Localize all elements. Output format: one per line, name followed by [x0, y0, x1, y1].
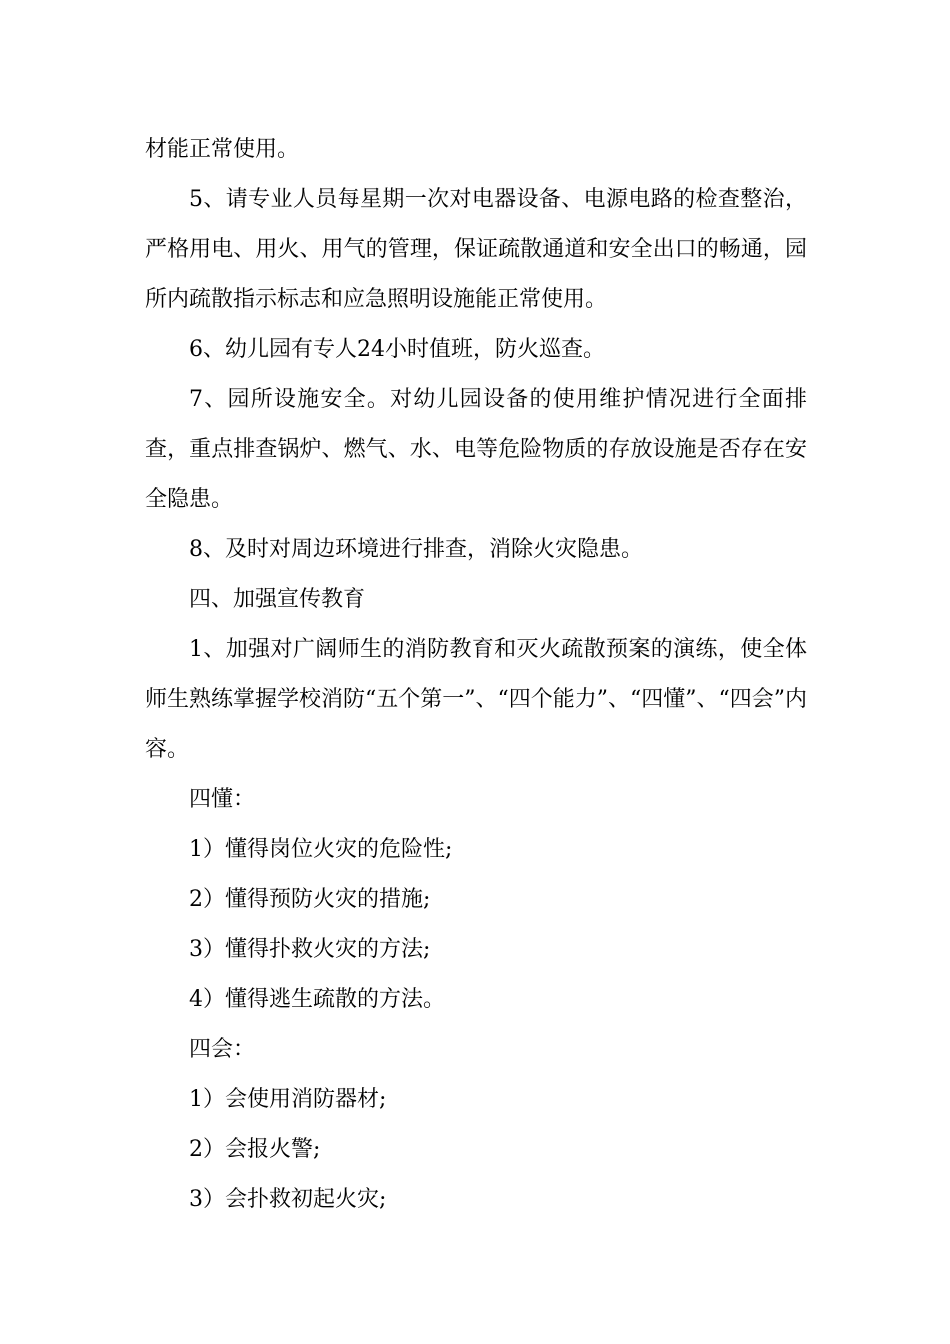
list-heading-four-understandings: 四懂：	[189, 787, 256, 812]
list-item: 1）会使用消防器材;	[189, 1087, 387, 1112]
list-item: 3）懂得扑救火灾的方法;	[189, 937, 431, 962]
paragraph-continuation: 材能正常使用。	[145, 137, 300, 162]
paragraph-item-6: 6、幼儿园有专人24小时值班，防火巡查。	[189, 337, 605, 362]
list-heading-four-abilities: 四会：	[189, 1037, 256, 1062]
paragraph-item-7: 7、园所设施安全。对幼儿园设备的使用维护情况进行全面排查，重点排查锅炉、燃气、水、电等危险物质的存放设施是否存在安全隐患。	[145, 387, 807, 512]
paragraph-item-8: 8、及时对周边环境进行排查，消除火灾隐患。	[189, 537, 643, 562]
list-item: 1）懂得岗位火灾的危险性;	[189, 837, 453, 862]
document-body	[145, 125, 807, 1225]
list-item: 2）会报火警;	[189, 1137, 321, 1162]
paragraph-education-1: 1、加强对广阔师生的消防教育和灭火疏散预案的演练，使全体师生熟练掌握学校消防“五个第一”、“四个能力”、“四懂”、“四会”内容。	[145, 637, 807, 762]
paragraph-item-5: 5、请专业人员每星期一次对电器设备、电源电路的检查整治，严格用电、用火、用气的管理，保证疏散通道和安全出口的畅通，园所内疏散指示标志和应急照明设施能正常使用。	[145, 187, 807, 312]
list-item: 3）会扑救初起火灾;	[189, 1187, 387, 1212]
section-heading-4: 四、加强宣传教育	[189, 587, 366, 612]
list-item: 4）懂得逃生疏散的方法。	[189, 987, 445, 1012]
list-item: 2）懂得预防火灾的措施;	[189, 887, 431, 912]
